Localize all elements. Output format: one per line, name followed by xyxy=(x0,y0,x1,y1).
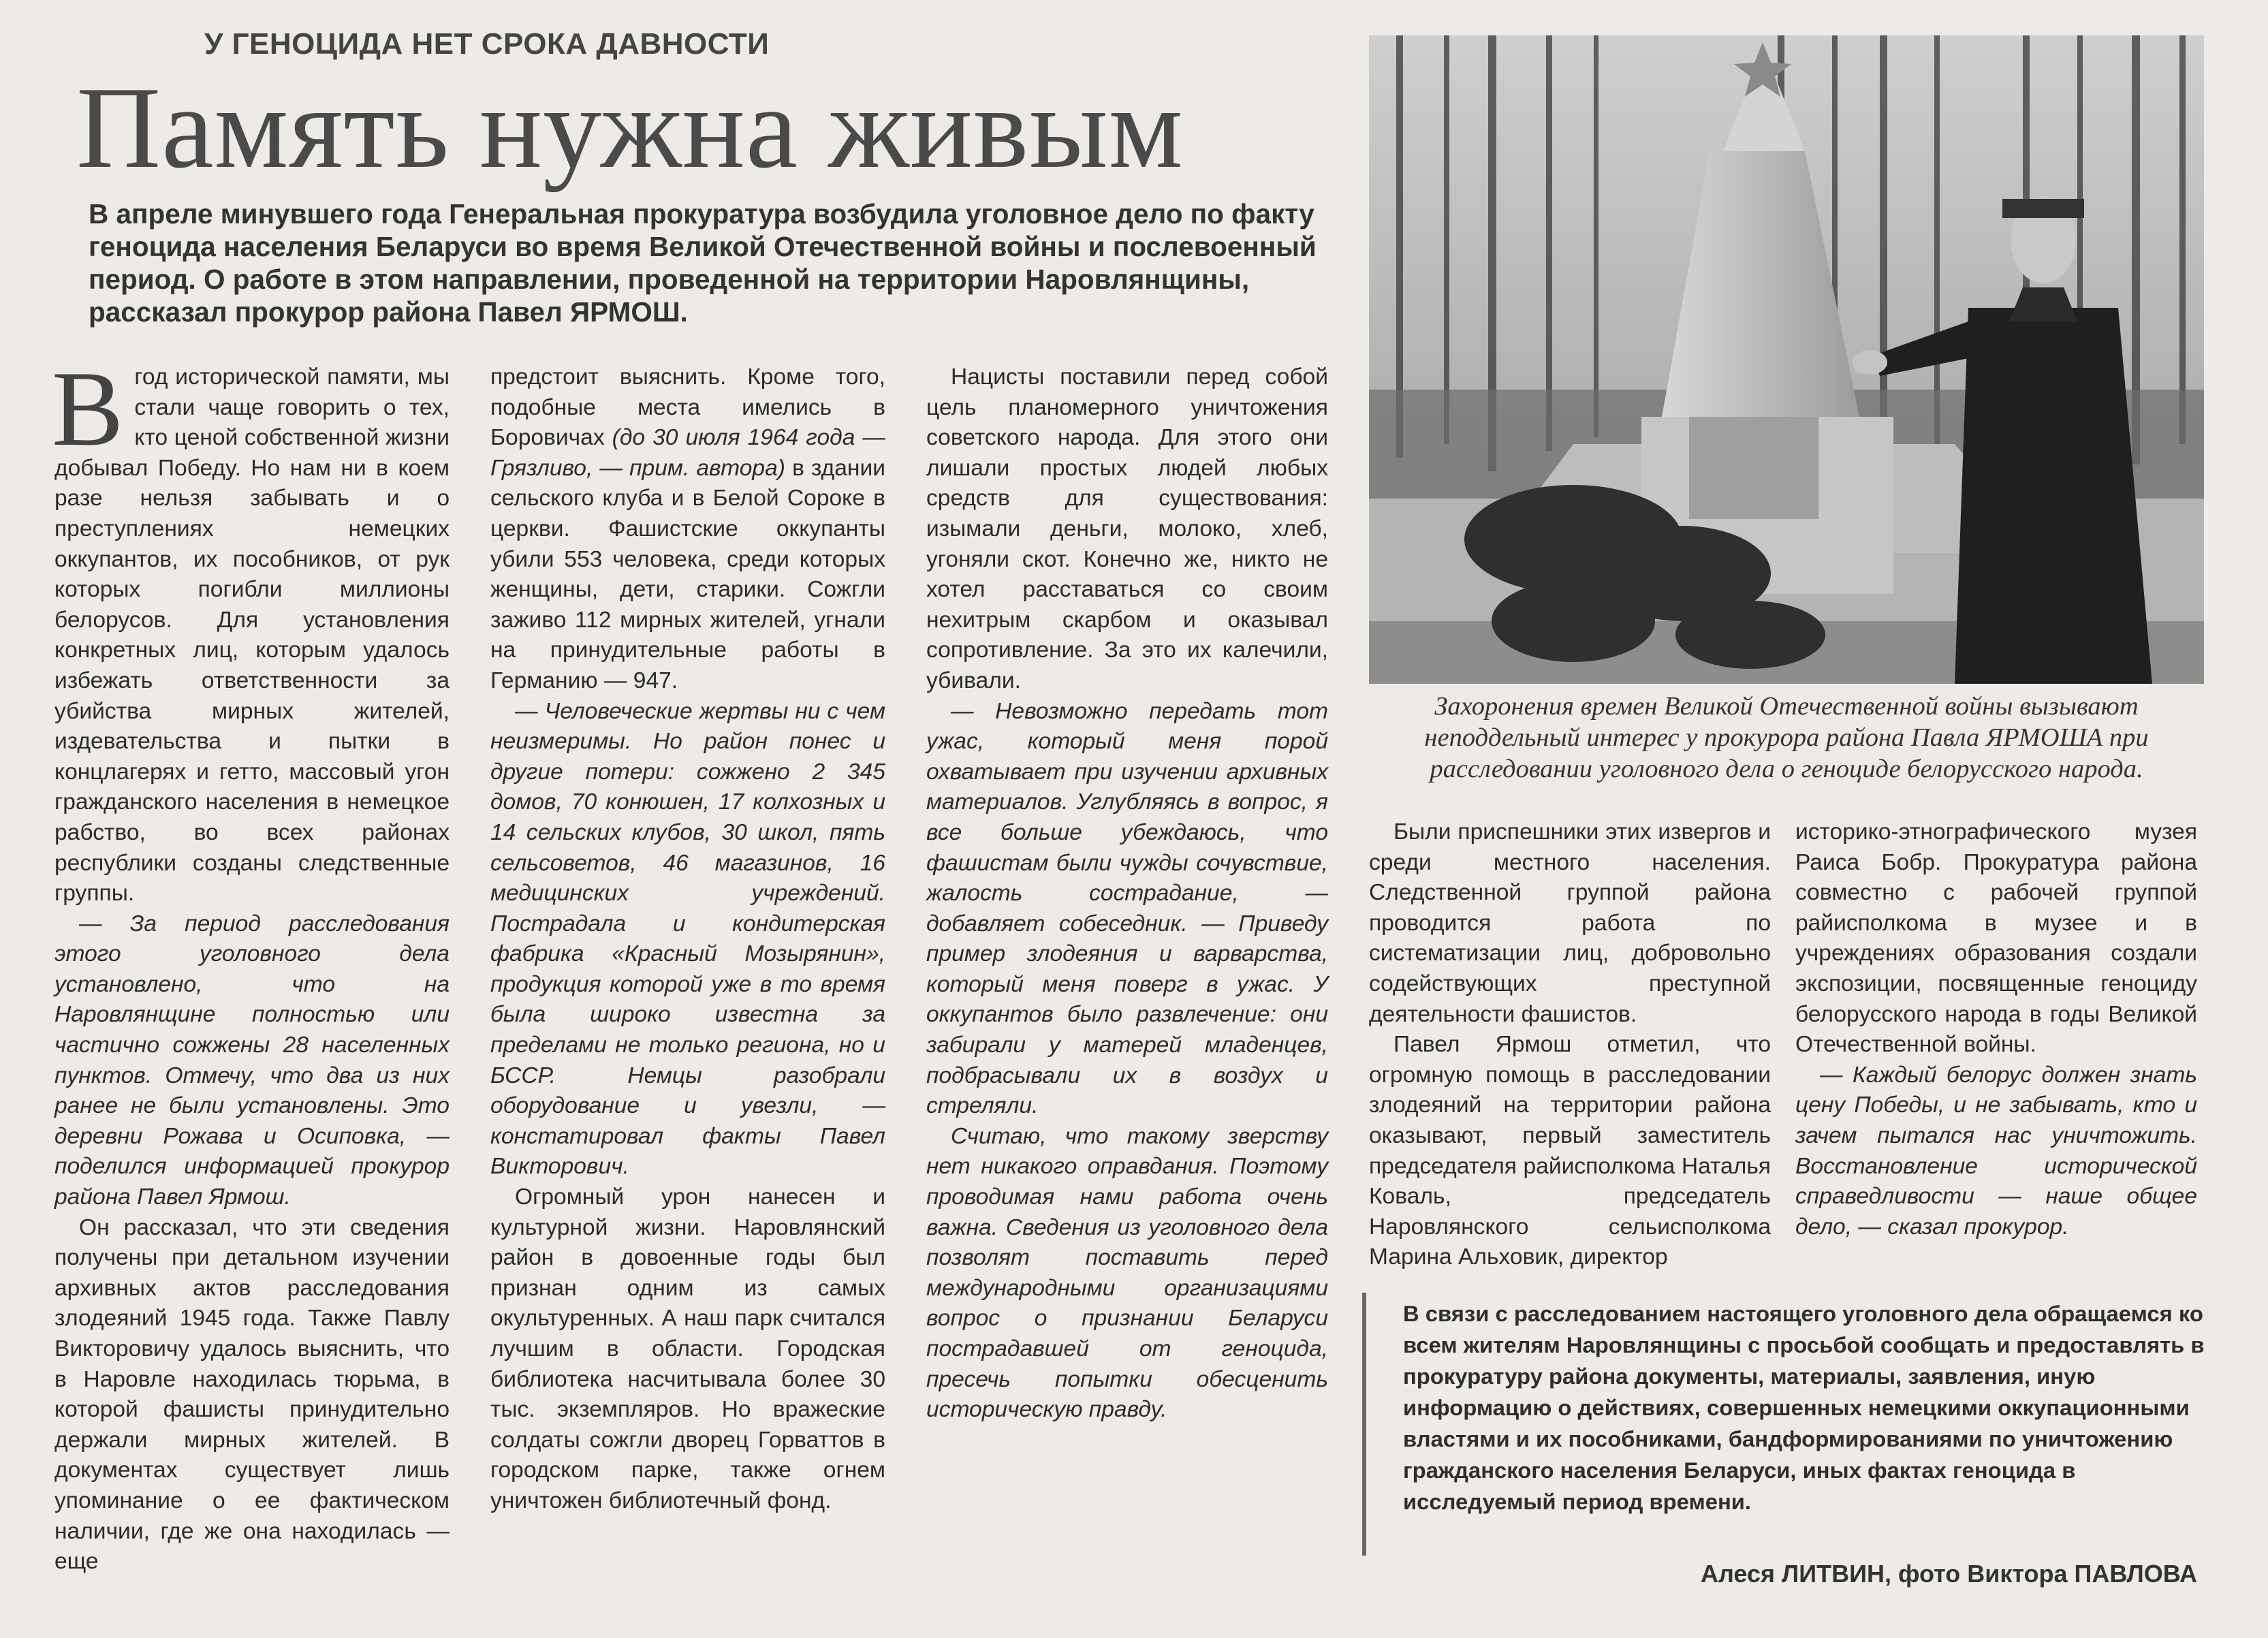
paragraph: Павел Ярмош отметил, что огромную помощь в расследовании злодеяний на территории района оказывают, первый заместитель председателя райисполкома Наталья Коваль, председатель Наровлянского сельисполкома Марина Альховик, директор xyxy=(1369,1032,1771,1270)
paragraph-quote: Считаю, что такому зверству нет никакого оправдания. Поэтому проводимая нами работа очень важна. Сведения из уголовного дела позволят поставить перед международными организациями вопрос о признании Беларуси пострадавшей от геноцида, пресечь попытки обесценить историческую правду. xyxy=(926,1123,1328,1423)
article-column-3 xyxy=(926,362,1328,1426)
paragraph: Были приспешники этих извергов и среди местного населения. Следственной группой района проводится работа по систематизации лиц, добровольно содействующих преступной деятельности фашистов. xyxy=(1369,819,1771,1027)
paragraph: историко-этнографического музея Раиса Бобр. Прокуратура района совместно с рабочей группой райисполкома в музее и в учреждениях образования создали экспозиции, посвященные геноциду белорусского народа в годы Великой Отечественной войны. xyxy=(1795,819,2197,1058)
drop-cap: В xyxy=(52,349,124,469)
paragraph: Он рассказал, что эти сведения получены при детальном изучении архивных актов расследования злодеяний 1945 года. Также Павлу Викторовичу удалось выяснить, что в Наровле находилась тюрьма, в которой фашисты принудительно держали мирных жителей. В документах существует лишь упоминание о ее фактическом наличии, где же она находилась — еще xyxy=(54,1214,450,1575)
memorial-photo-illustration xyxy=(1369,35,2204,684)
lead-paragraph: В апреле минувшего года Генеральная прокуратура возбудила уголовное дело по факту геноцида населения Беларуси во время Великой Отечественной войны и послевоенный период. О работе в этом направлении, проведенной на территории Наровлянщины, рассказал прокурор района Павел ЯРМОШ. xyxy=(89,198,1317,328)
author-note: (до 30 июля 1964 года — Грязливо, — прим. автора) xyxy=(490,425,885,481)
article-column-2 xyxy=(490,362,885,1517)
paragraph-quote: — За период расследования этого уголовного дела установлено, что на Наровлянщине полностью или частично сожжены 28 населенных пунктов. Отмечу, что два из них ранее не были установлены. Это деревни Рожава и Осиповка, — поделился информацией прокурор района Павел Ярмош. xyxy=(54,911,450,1210)
headline: Память нужна живым xyxy=(76,63,1184,193)
appeal-box: В связи с расследованием настоящего уголовного дела обращаемся ко всем жителям Наровлянщины с просьбой сообщать и предоставлять в прокуратуру района документы, материалы, заявления, иную информацию о действиях, совершенных немецкими оккупационными властями и их пособниками, бандформированиями по уничтожению гражданского населения Беларуси, иных фактах геноцида в исследуемый период времени. xyxy=(1362,1293,2209,1556)
article-column-5 xyxy=(1795,817,2197,1242)
paragraph-quote: — Человеческие жертвы ни с чем неизмеримы. Но район понес и другие потери: сожжено 2 345 домов, 70 конюшен, 17 колхозных и 14 сельских клубов, 30 школ, пять сельсоветов, 46 магазинов, 16 медицинских учреждений. Пострадала и кондитерская фабрика «Красный Мозырянин», продукция которой уже в то время была широко известна за пределами не только региона, но и БССР. Немцы разобрали оборудование и увезли, — констатировал факты Павел Викторович. xyxy=(490,698,885,1180)
memorial-photo xyxy=(1369,35,2204,684)
paragraph: Огромный урон нанесен и культурной жизни. Наровлянский район в довоенные годы был признан одним из самых окультуренных. А наш парк считался лучшим в области. Городская библиотека насчитывала более 30 тыс. экземпляров. Но вражеские солдаты сожгли дворец Горваттов в городском парке, также огнем уничтожен библиотечный фонд. xyxy=(490,1184,885,1513)
paragraph-quote: — Каждый белорус должен знать цену Победы, и не забывать, кто и зачем пытался нас уничтожить. Восстановление исторической справедливости — наше общее дело, — сказал прокурор. xyxy=(1795,1062,2197,1240)
paragraph: год исторической памяти, мы стали чаще говорить о тех, кто ценой собственной жизни добывал Победу. Но нам ни в коем разе нельзя забывать и о преступлениях немецких оккупантов, их пособников, от рук которых погибли миллионы белорусов. Для установления конкретных лиц, которым удалось избежать ответственности за убийства мирных жителей, издевательства и пытки в концлагерях и гетто, массовый угон гражданского населения в немецкое рабство, во всех районах республики созданы следственные группы. xyxy=(54,364,450,907)
byline: Алеся ЛИТВИН, фото Виктора ПАВЛОВА xyxy=(1701,1560,2197,1588)
paragraph: Нацисты поставили перед собой цель планомерного уничтожения советского народа. Для этого они лишали простых людей любых средств для существования: изымали деньги, молоко, хлеб, угоняли скот. Конечно же, никто не хотел расставаться со своим нехитрым скарбом и оказывал сопротивление. За это их калечили, убивали. xyxy=(926,364,1328,693)
paragraph xyxy=(490,362,885,697)
paragraph-text: предстоит выяснить. Кроме того, подобные места имелись в Боровичах xyxy=(490,364,885,451)
rubric: У ГЕНОЦИДА НЕТ СРОКА ДАВНОСТИ xyxy=(204,27,770,61)
paragraph-quote: — Невозможно передать тот ужас, который меня порой охватывает при изучении архивных материалов. Углубляясь в вопрос, я все больше убеждаюсь, что фашистам были чужды сочувствие, жалость сострадание, — добавляет собеседник. — Приведу пример злодеяния и варварства, который меня поверг в ужас. У оккупантов было развлечение: они забирали у матерей младенцев, подбрасывали их в воздух и стреляли. xyxy=(926,698,1328,1119)
paragraph-text: в здании сельского клуба и в Белой Сороке в церкви. Фашистские оккупанты убили 553 человека, среди которых женщины, дети, старики. Сожгли заживо 112 мирных жителей, угнали на принудительные работы в Германию — 947. xyxy=(490,455,885,693)
article-column-1 xyxy=(52,349,450,1577)
article-column-4 xyxy=(1369,817,1771,1273)
photo-caption: Захоронения времен Великой Отечественной войны вызывают неподдельный интерес у прокурора района Павла ЯРМОША при расследовании уголовного дела о геноциде белорусского народа. xyxy=(1424,692,2149,783)
